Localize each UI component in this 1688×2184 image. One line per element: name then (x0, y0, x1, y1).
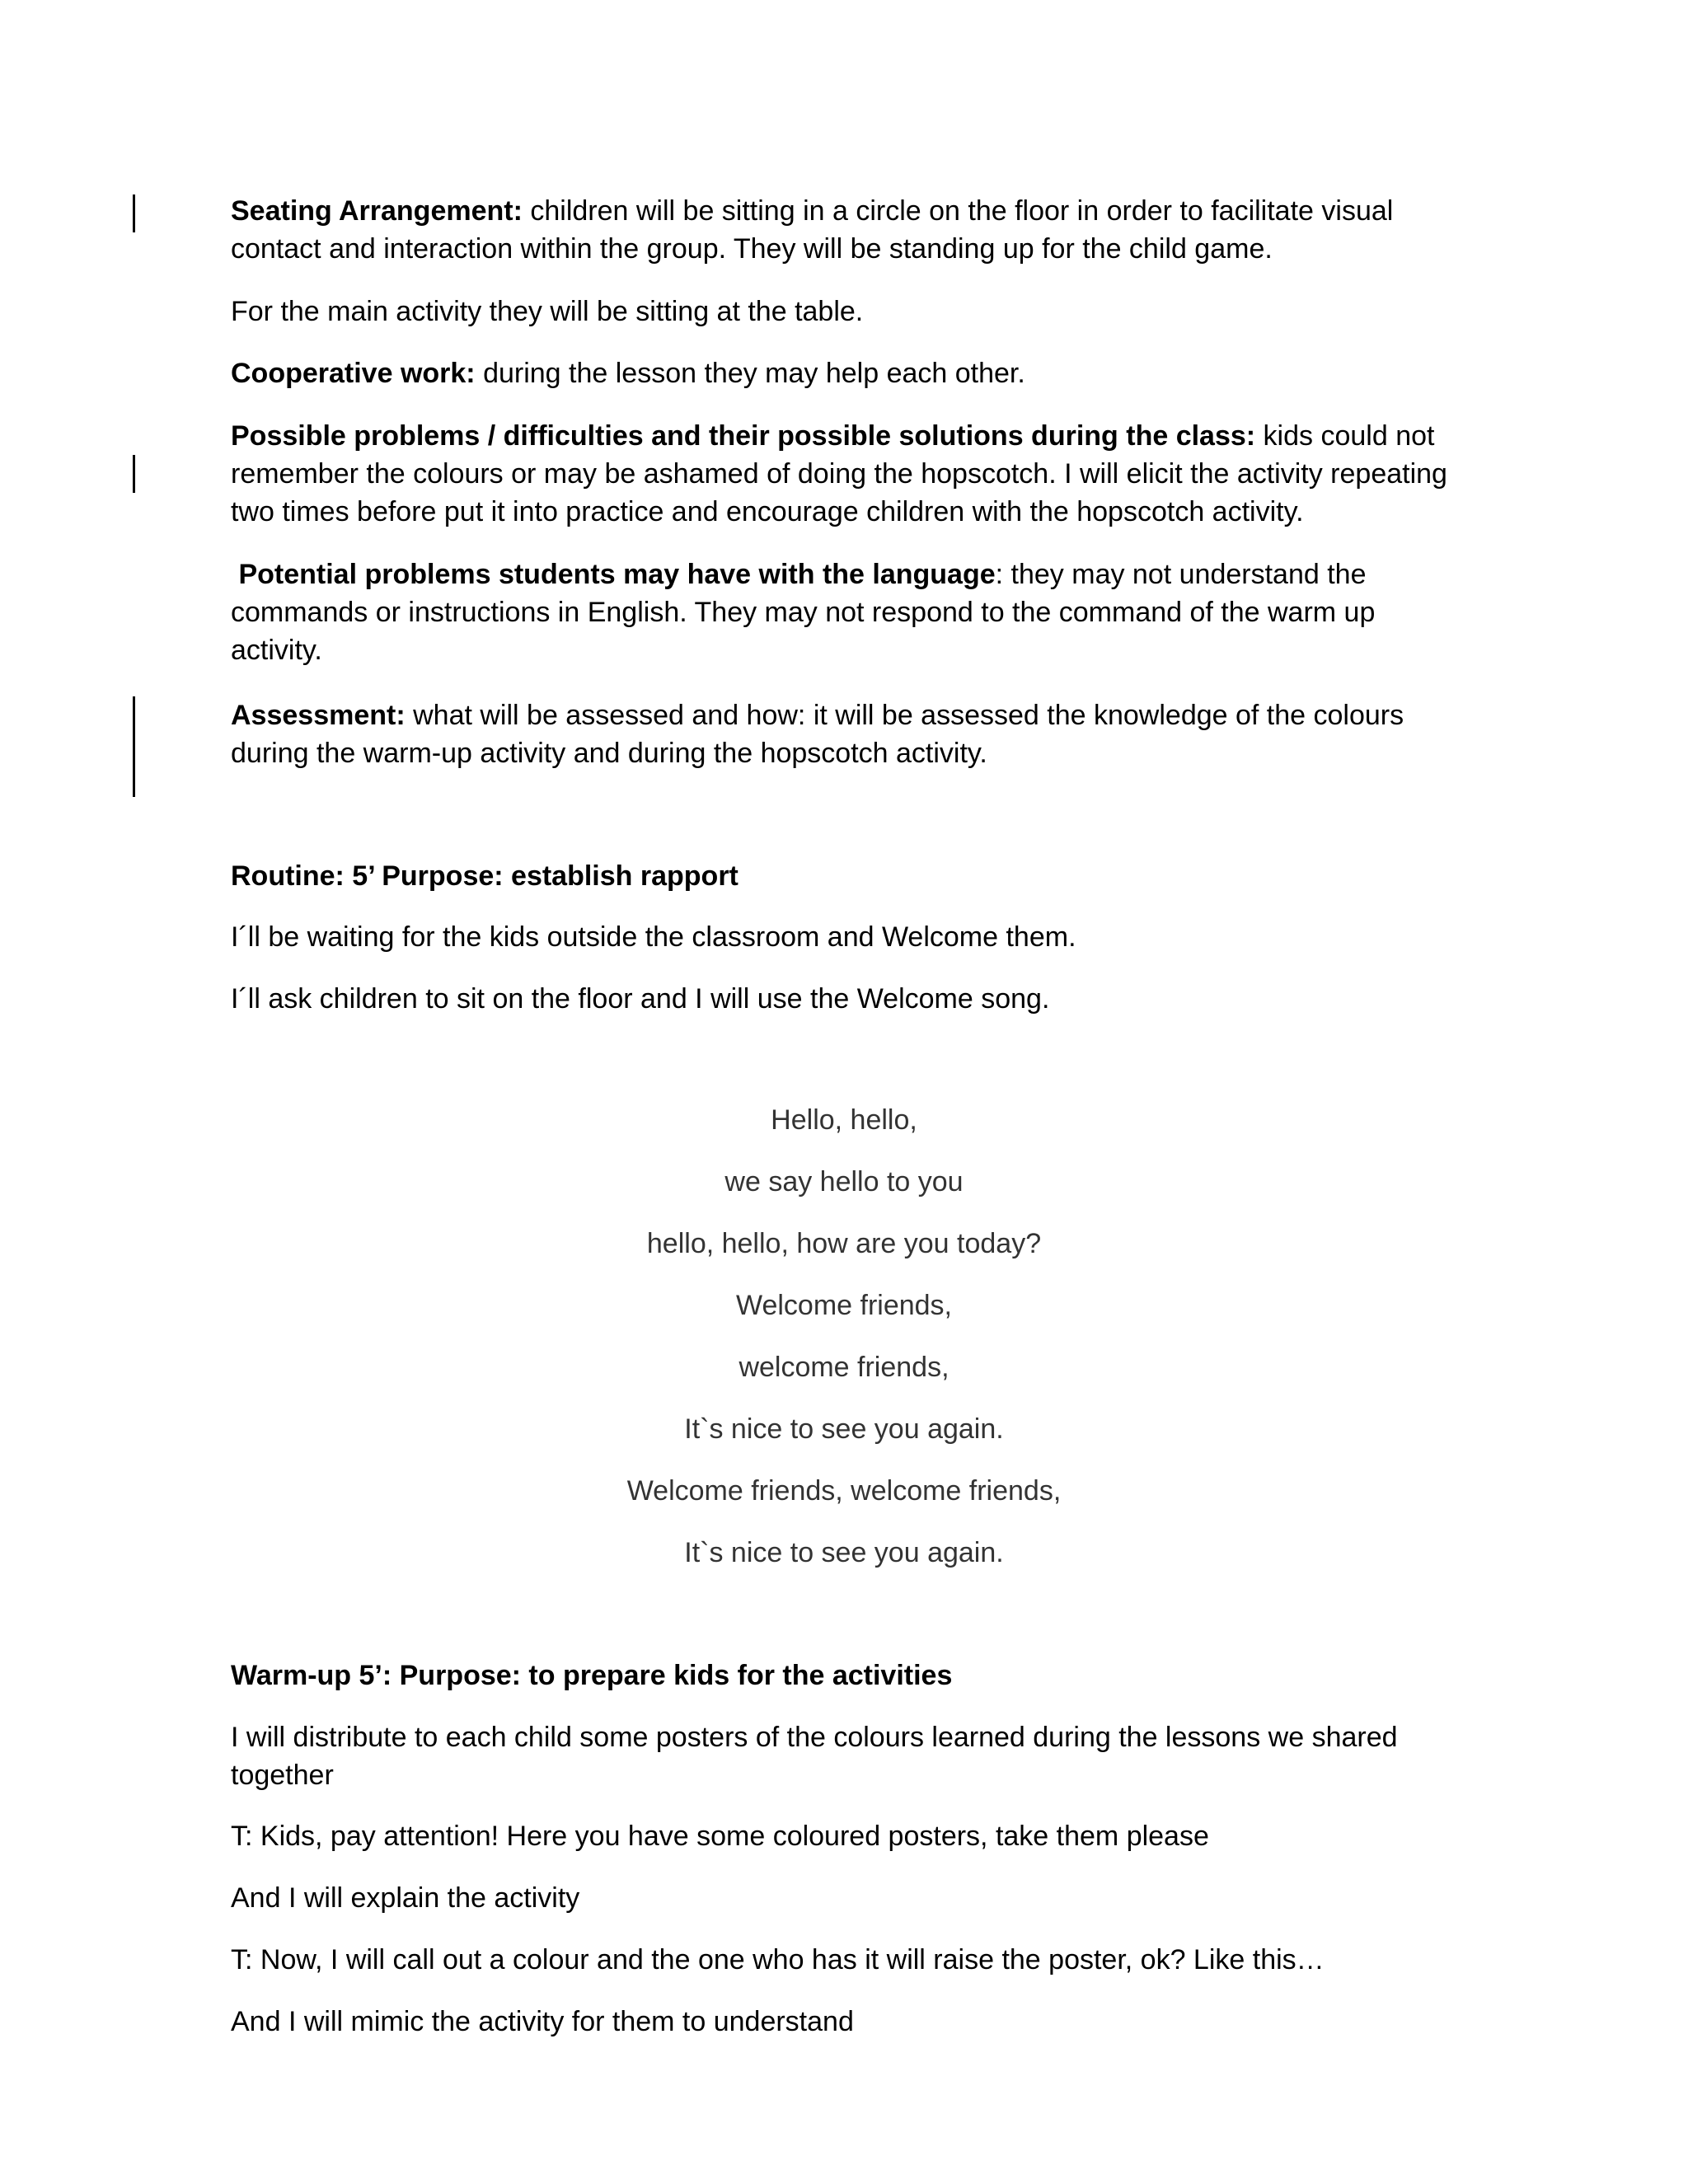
change-bar-problems (133, 455, 135, 493)
problems-paragraph (231, 417, 1467, 531)
language-text: : they may not understand the commands or instructions in English. They may not respond to the command of the warm up activity. (231, 559, 1376, 666)
warmup-line-3: And I will explain the activity (231, 1882, 580, 1914)
song-line: Welcome friends, (735, 1290, 953, 1321)
warmup-line-4: T: Now, I will call out a colour and the one who has it will raise the poster, ok? Like this… (231, 1944, 1325, 1975)
language-paragraph (231, 555, 1467, 669)
problems-label: Possible problems / difficulties and their possible solutions during the class: (231, 420, 1256, 452)
cooperative-label: Cooperative work: (231, 358, 476, 389)
change-bar-seating (133, 194, 135, 232)
cooperative-paragraph (231, 354, 1467, 392)
warmup-line-2: T: Kids, pay attention! Here you have some coloured posters, take them please (231, 1821, 1209, 1852)
song-line: we say hello to you (724, 1166, 964, 1197)
problems-text: kids could not remember the colours or may be ashamed of doing the hopscotch. I will elicit the activity repeating two times before put it into practice and encourage children with the hopscotch activity. (231, 420, 1447, 527)
seating-paragraph (231, 192, 1467, 268)
song-line: welcome friends, (738, 1352, 950, 1383)
warmup-line-1: I will distribute to each child some posters of the colours learned during the lessons we shared together (231, 1722, 1398, 1791)
song-line: Hello, hello, (771, 1104, 917, 1136)
seating-label: Seating Arrangement: (231, 195, 523, 227)
song-line: hello, hello, how are you today? (646, 1228, 1042, 1259)
song-line: It`s nice to see you again. (684, 1413, 1004, 1445)
cooperative-text: during the lesson they may help each other. (475, 358, 1025, 389)
assessment-label: Assessment: (231, 700, 406, 731)
change-bar-assessment (133, 696, 135, 797)
routine-heading: Routine: 5’ Purpose: establish rapport (231, 860, 738, 892)
warmup-heading: Warm-up 5’: Purpose: to prepare kids for the activities (231, 1660, 953, 1691)
language-label: Potential problems students may have with the language (238, 559, 996, 590)
warmup-line-5: And I will mimic the activity for them to understand (231, 2006, 854, 2037)
assessment-text: what will be assessed and how: it will be assessed the knowledge of the colours during the warm-up activity and during the hopscotch activity. (231, 700, 1404, 769)
routine-line-2: I´ll ask children to sit on the floor and I will use the Welcome song. (231, 983, 1050, 1015)
song-line: Welcome friends, welcome friends, (626, 1475, 1062, 1507)
seating-text: children will be sitting in a circle on the floor in order to facilitate visual contact and interaction within the group. They will be standing up for the child game. (231, 195, 1394, 265)
assessment-paragraph (231, 696, 1467, 772)
main-activity-paragraph: For the main activity they will be sitting at the table. (231, 296, 864, 327)
routine-line-1: I´ll be waiting for the kids outside the classroom and Welcome them. (231, 921, 1076, 953)
song-line: It`s nice to see you again. (684, 1537, 1004, 1568)
